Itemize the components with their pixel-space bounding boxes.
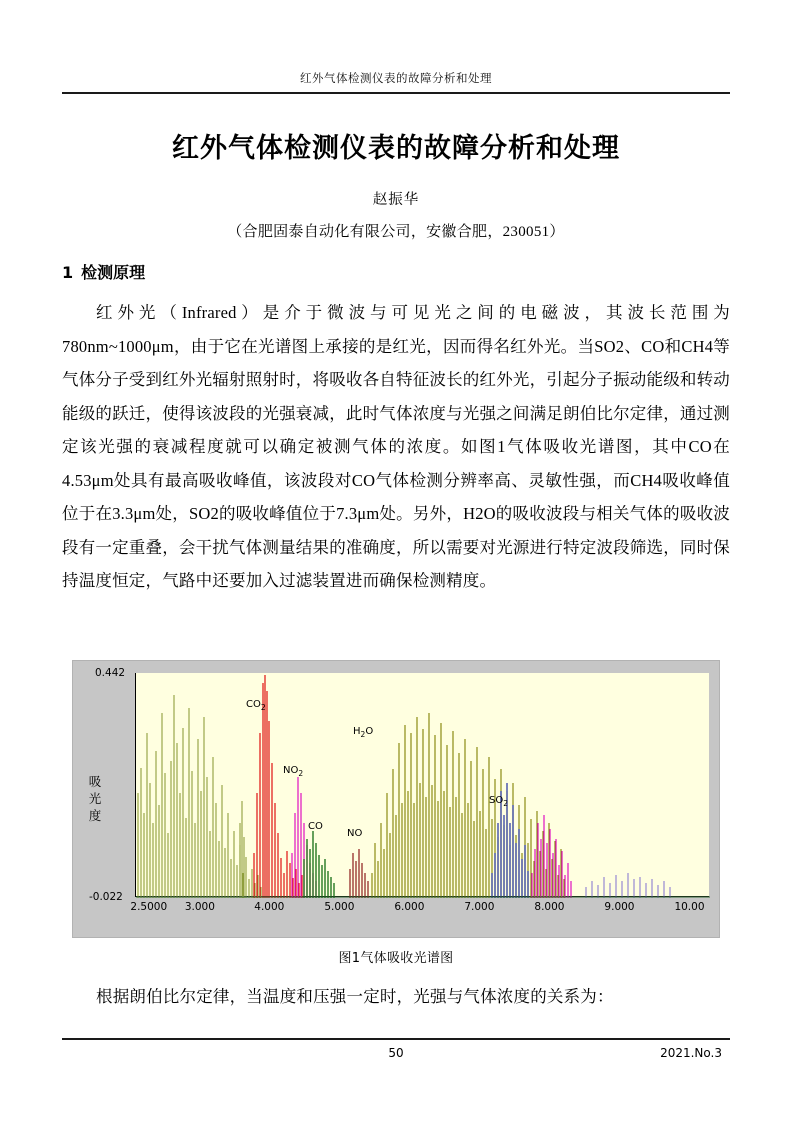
annotation-co2: $CO_2$ (246, 699, 266, 712)
page-footer (62, 1046, 730, 1066)
annotation-h2o: $H_2O$ (353, 726, 374, 739)
figure-1 (72, 660, 720, 966)
annotation-co: CO (308, 821, 323, 832)
y-tick-max: 0.442 (95, 667, 126, 679)
annotation-so2-sub: 2 (503, 799, 508, 808)
x-tick-5: 7.000 (464, 901, 495, 913)
x-tick-2: 4.000 (254, 901, 285, 913)
footer-issue: 2021.No.3 (660, 1046, 722, 1060)
footer-rule (62, 1038, 730, 1040)
annotation-so2: $SO_2$ (489, 795, 508, 808)
x-tick-7: 9.000 (604, 901, 635, 913)
x-tick-8: 10.00 (674, 901, 705, 913)
y-axis-label: 吸 光 度 (88, 774, 102, 823)
section-number: 1 (62, 263, 74, 282)
annotation-co2-sub: 2 (260, 703, 266, 712)
running-header: 红外气体检测仪表的故障分析和处理 (300, 71, 492, 85)
x-axis-ticks (130, 901, 709, 917)
page-content (62, 0, 730, 1122)
y-tick-min: -0.022 (89, 891, 123, 903)
section-heading (62, 260, 730, 283)
header-rule (62, 92, 730, 94)
closing-paragraph: 根据朗伯比尔定律，当温度和压强一定时，光强与气体浓度的关系为： (96, 987, 614, 1006)
author-name: 赵振华 (372, 192, 420, 208)
figure-frame (72, 660, 720, 938)
footer-page-number: 50 (388, 1046, 404, 1060)
spectrum-plot (135, 673, 709, 897)
annotation-no2-sub: 2 (298, 769, 304, 778)
section-title: 检测原理 (81, 263, 146, 282)
x-tick-1: 3.000 (184, 901, 215, 913)
x-tick-0: 2.5000 (130, 901, 168, 913)
annotation-no: NO (347, 828, 363, 839)
annotation-no2: $NO_2$ (283, 765, 304, 778)
spectrum-svg (136, 673, 710, 898)
page-title: 红外气体检测仪表的故障分析和处理 (172, 133, 620, 164)
x-tick-6: 8.000 (534, 901, 565, 913)
x-tick-4: 6.000 (394, 901, 425, 913)
annotation-h2o-sub: 2 (360, 730, 366, 739)
figure-caption: 图1气体吸收光谱图 (338, 951, 454, 966)
body-paragraph: 红外光（Infrared）是介于微波与可见光之间的电磁波，其波长范围为780nm~1000μm，由于它在光谱图上承接的是红光，因而得名红外光。当SO2、CO和CH4等气体分子受到红外光辐射照射时，将吸收各自特征波长的红外光，引起分子振动能级和转动能级的跃迁，使得该波段的光强衰减，此时气体浓度与光强之间满足朗伯比尔定律，通过测定该光强的衰减程度就可以确定被测气体的浓度。如图1气体吸收光谱图，其中CO在4.53μm处具有最高吸收峰值，该波段对CO气体检测分辨率高、灵敏性强，而CH4吸收峰值位于在3.3μm处，SO2的吸收峰值位于7.3μm处。另外，H2O的吸收波段与相关气体的吸收波段有一定重叠，会干扰气体测量结果的准确度，所以需要对光源进行特定波段筛选，同时保持温度恒定，气路中还要加入过滤装置进而确保检测精度。 (62, 303, 730, 590)
x-tick-3: 5.000 (324, 901, 355, 913)
author-affiliation: （合肥固泰自动化有限公司，安徽合肥，230051） (227, 224, 565, 240)
